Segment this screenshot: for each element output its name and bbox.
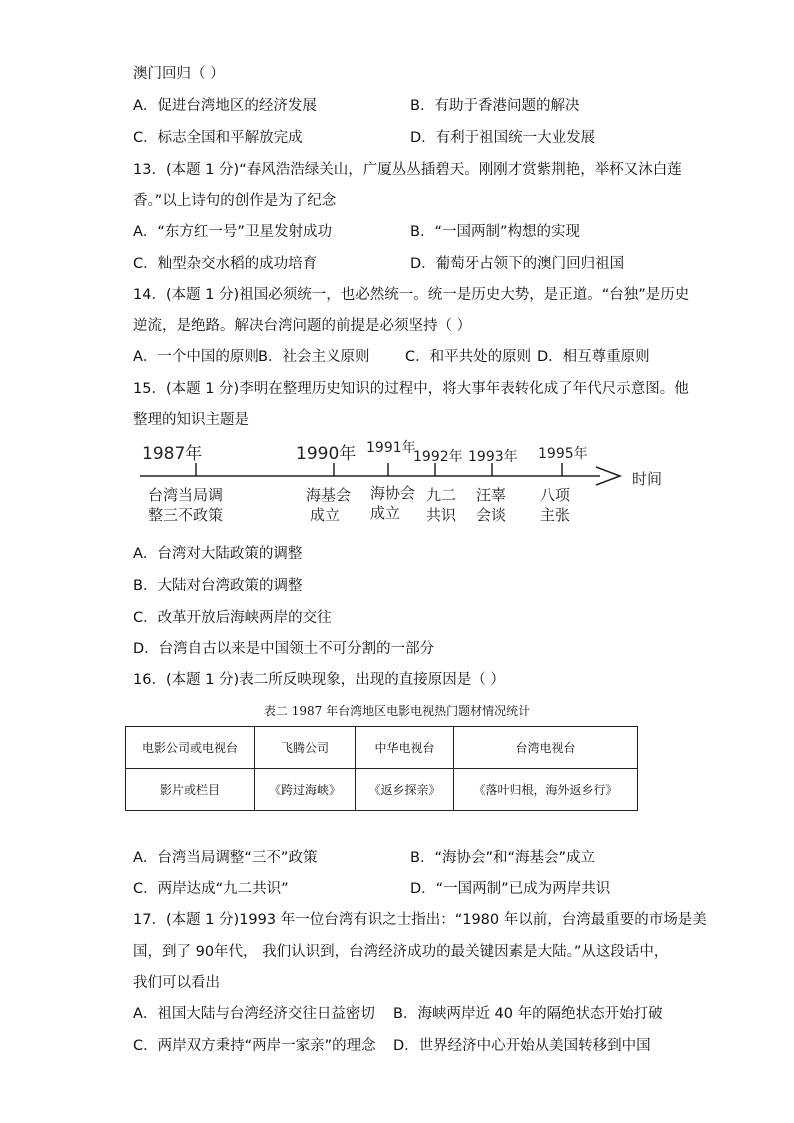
q12-option-d[interactable]: D．有利于祖国统一大业发展: [410, 130, 596, 146]
q14-option-a[interactable]: A．一个中国的原则: [133, 349, 259, 365]
q15-stem-line1: 15．(本题 1 分)李明在整理历史知识的过程中，将大事年表转化成了年代尺示意图。他: [133, 381, 689, 397]
q12-option-c[interactable]: C．标志全国和平解放完成: [133, 130, 303, 146]
table-cell: 影片或栏目: [126, 769, 255, 811]
timeline-event-1992-line2: 共识: [426, 506, 457, 524]
q14-option-b[interactable]: B．社会主义原则: [258, 349, 370, 365]
timeline-year-1991: 1991年: [366, 440, 416, 456]
q17-option-a[interactable]: A．祖国大陆与台湾经济交往日益密切: [133, 1006, 375, 1022]
timeline-event-1987-line1: 台湾当局调: [148, 486, 224, 504]
q15-option-c[interactable]: C．改革开放后海峡两岸的交往: [133, 610, 332, 626]
timeline-event-1992-line1: 九二: [426, 486, 457, 504]
timeline-year-1993: 1993年: [468, 449, 518, 465]
table-header-cell: 电影公司或电视台: [126, 727, 255, 769]
table-cell: 《返乡探亲》: [356, 769, 454, 811]
q17-stem-line1: 17．(本题 1 分)1993 年一位台湾有识之士指出：“1980 年以前，台湾最重要的市场是美: [133, 912, 707, 928]
q15-stem-line2: 整理的知识主题是: [133, 412, 249, 428]
table-cell: 《落叶归根，海外返乡行》: [454, 769, 638, 811]
timeline-event-1990-line1: 海基会: [306, 486, 352, 504]
timeline-year-1987: 1987年: [142, 444, 203, 464]
table-header-cell: 台湾电视台: [454, 727, 638, 769]
q17-option-d[interactable]: D．世界经济中心开始从美国转移到中国: [393, 1038, 651, 1054]
stats-table: [125, 726, 638, 811]
q13-stem-line2: 香。”以上诗句的创作是为了纪念: [133, 193, 337, 209]
timeline-event-1991-line2: 成立: [370, 504, 401, 522]
timeline-event-1991-line1: 海协会: [370, 484, 416, 502]
q14-stem-line1: 14．(本题 1 分)祖国必须统一，也必然统一。统一是历史大势，是正道。“台独”是历史: [133, 287, 690, 303]
q16-option-b[interactable]: B．“海协会”和“海基会”成立: [410, 850, 595, 866]
table-header-cell: 中华电视台: [356, 727, 454, 769]
timeline-year-1990: 1990年: [296, 444, 357, 464]
timeline-year-1995: 1995年: [538, 446, 588, 462]
q12-option-b[interactable]: B．有助于香港问题的解决: [410, 98, 580, 114]
timeline-event-1990-line2: 成立: [310, 506, 341, 524]
q13-option-b[interactable]: B．“一国两制”构想的实现: [410, 224, 580, 240]
q12-stem: 澳门回归（ ）: [133, 66, 225, 82]
q13-stem-line1: 13．(本题 1 分)“春风浩浩绿关山，广厦丛丛插碧天。刚刚才赏紫荆艳，举杯又沐白莲: [133, 162, 682, 178]
table-cell: 《跨过海峡》: [255, 769, 356, 811]
q16-option-a[interactable]: A．台湾当局调整“三不”政策: [133, 850, 318, 866]
table-caption: 表二 1987 年台湾地区电影电视热门题材情况统计: [263, 704, 531, 718]
q14-option-d[interactable]: D．相互尊重原则: [537, 349, 650, 365]
timeline-axis-label: 时间: [632, 470, 663, 488]
q17-option-c[interactable]: C．两岸双方秉持“两岸一家亲”的理念: [133, 1038, 376, 1054]
q17-stem-line3: 我们可以看出: [133, 975, 220, 991]
timeline-year-1992: 1992年: [413, 449, 463, 465]
timeline-event-1993-line1: 汪辜: [476, 486, 507, 504]
q13-option-d[interactable]: D．葡萄牙占领下的澳门回归祖国: [410, 256, 625, 272]
timeline-event-1987-line2: 整三不政策: [148, 506, 224, 524]
timeline-diagram: [130, 430, 670, 530]
table-header-cell: 飞腾公司: [255, 727, 356, 769]
q15-option-a[interactable]: A．台湾对大陆政策的调整: [133, 546, 303, 562]
q13-option-a[interactable]: A．“东方红一号”卫星发射成功: [133, 224, 332, 240]
q17-option-b[interactable]: B．海峡两岸近 40 年的隔绝状态开始打破: [393, 1006, 663, 1022]
q15-option-b[interactable]: B．大陆对台湾政策的调整: [133, 578, 303, 594]
q14-stem-line2: 逆流，是绝路。解决台湾问题的前提是必须坚持（ ）: [133, 318, 472, 334]
q14-option-c[interactable]: C．和平共处的原则: [405, 349, 532, 365]
q15-option-d[interactable]: D．台湾自古以来是中国领土不可分割的一部分: [133, 641, 435, 657]
q17-stem-line2: 国，到了 90年代， 我们认识到，台湾经济成功的最关键因素是大陆。”从这段话中，: [133, 944, 669, 960]
table-row: [126, 769, 638, 811]
timeline-event-1993-line2: 会谈: [476, 506, 507, 524]
q16-stem: 16．(本题 1 分)表二所反映现象，出现的直接原因是（ ）: [133, 672, 505, 688]
q13-option-c[interactable]: C．籼型杂交水稻的成功培育: [133, 256, 318, 272]
q16-option-d[interactable]: D．“一国两制”已成为两岸共识: [410, 881, 611, 897]
q16-option-c[interactable]: C．两岸达成“九二共识”: [133, 881, 289, 897]
table-header-row: [126, 727, 638, 769]
timeline-event-1995-line1: 八项: [540, 486, 571, 504]
timeline-event-1995-line2: 主张: [540, 506, 571, 524]
q12-option-a[interactable]: A．促进台湾地区的经济发展: [133, 98, 317, 114]
